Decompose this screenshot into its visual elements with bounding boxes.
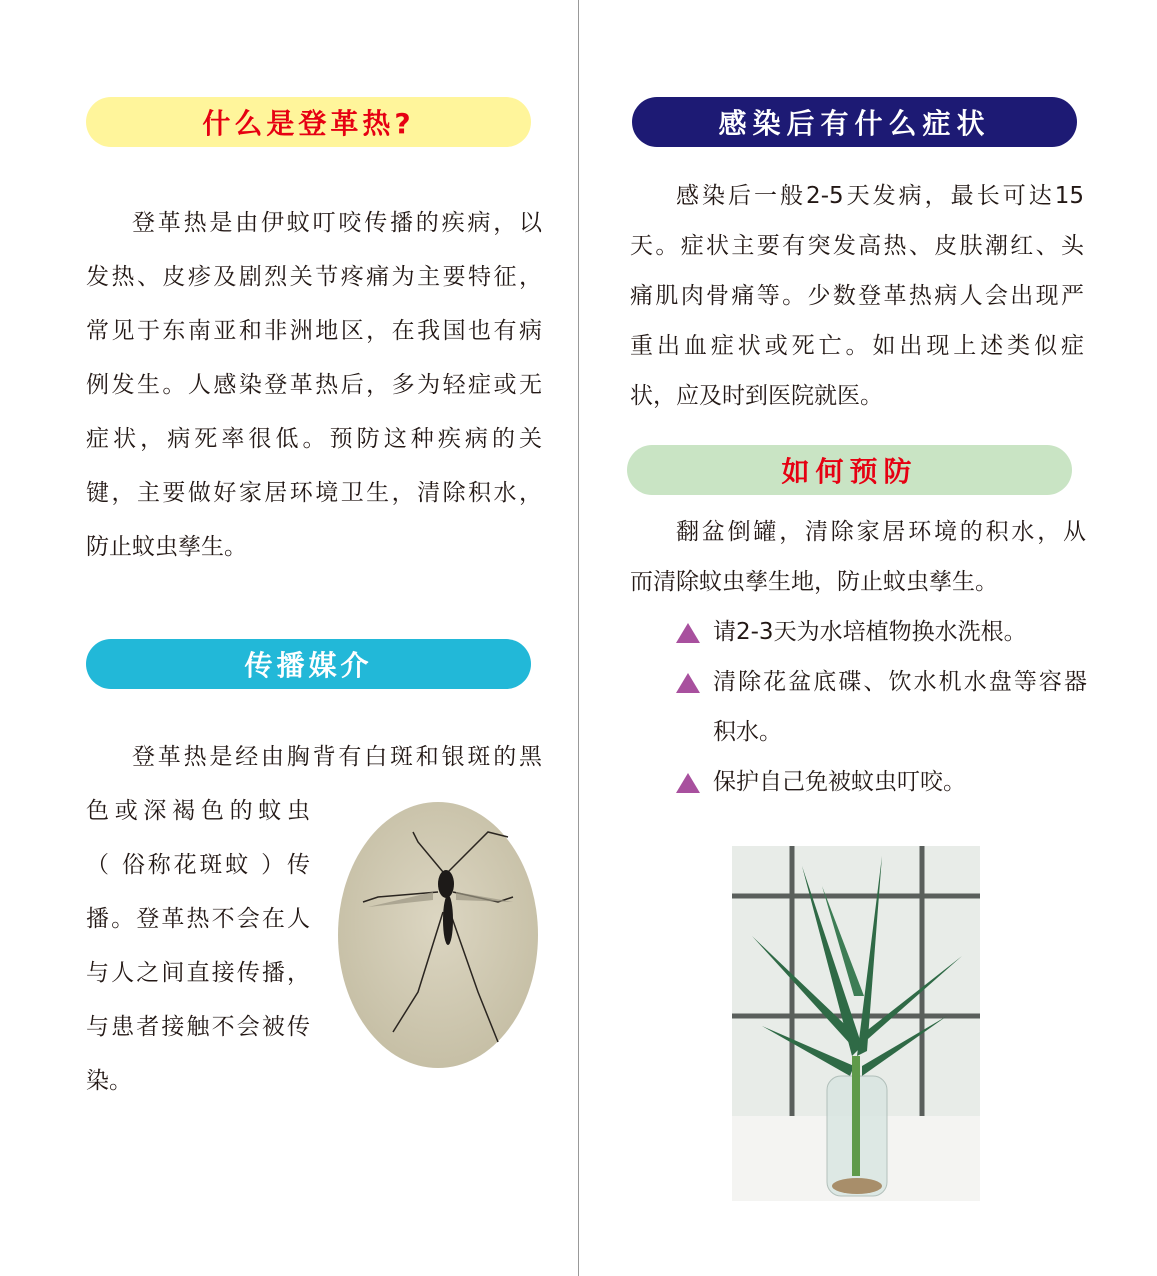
- paragraph-line: 色或深褐色的蚊虫: [86, 798, 310, 824]
- paragraph-line: 感染后一般2-5天发病，最长可达15: [676, 183, 1084, 209]
- paragraph-line: 登革热是经由胸背有白斑和银斑的黑: [132, 744, 542, 770]
- bullet-item: 请2-3天为水培植物换水洗根。: [713, 619, 1027, 645]
- bullet-item: 清除花盆底碟、饮水机水盘等容器: [713, 669, 1087, 695]
- paragraph-line: 翻盆倒罐，清除家居环境的积水，从: [676, 519, 1086, 545]
- paragraph-line: （ 俗称花斑蚊 ）传: [86, 852, 310, 878]
- section-title-what-is-dengue: [86, 97, 531, 147]
- paragraph-line: 登革热是由伊蚊叮咬传播的疾病，以: [132, 210, 542, 236]
- title-text: 感染后有什么症状: [718, 107, 991, 140]
- section-title-symptoms: [632, 97, 1077, 147]
- paragraph-line: 重出血症状或死亡。如出现上述类似症: [630, 333, 1084, 359]
- bullet-triangle-icon: [676, 673, 700, 693]
- paragraph-line: 状，应及时到医院就医。: [630, 383, 883, 409]
- paragraph-line: 染。: [86, 1068, 132, 1094]
- paragraph-line: 痛肌肉骨痛等。少数登革热病人会出现严: [630, 283, 1084, 309]
- paragraph-line: 天。症状主要有突发高热、皮肤潮红、头: [630, 233, 1084, 259]
- title-text: 传播媒介: [244, 649, 373, 682]
- paragraph-line: 与患者接触不会被传: [86, 1014, 310, 1040]
- fold-divider: [578, 0, 579, 1276]
- paragraph-line: 防止蚊虫孳生。: [86, 534, 247, 560]
- water-plant-photo: [732, 846, 980, 1201]
- paragraph-line: 例发生。人感染登革热后，多为轻症或无: [86, 372, 542, 398]
- bullet-triangle-icon: [676, 623, 700, 643]
- paragraph-line: 与人之间直接传播，: [86, 960, 310, 986]
- paragraph-line: 键，主要做好家居环境卫生，清除积水，: [86, 480, 542, 506]
- bullet-triangle-icon: [676, 773, 700, 793]
- mosquito-image: [338, 802, 538, 1068]
- title-text: 什么是登革热?: [202, 107, 415, 140]
- section-title-transmission: [86, 639, 531, 689]
- paragraph-line: 症状，病死率很低。预防这种疾病的关: [86, 426, 542, 452]
- paragraph-line: 播。登革热不会在人: [86, 906, 310, 932]
- paragraph-line: 常见于东南亚和非洲地区，在我国也有病: [86, 318, 542, 344]
- bullet-item: 积水。: [713, 719, 782, 745]
- paragraph-line: 而清除蚊虫孳生地，防止蚊虫孳生。: [630, 569, 998, 595]
- title-text: 如何预防: [781, 455, 918, 488]
- bullet-item: 保护自己免被蚊虫叮咬。: [713, 769, 966, 795]
- paragraph-line: 发热、皮疹及剧烈关节疼痛为主要特征，: [86, 264, 542, 290]
- section-title-prevention: [627, 445, 1072, 495]
